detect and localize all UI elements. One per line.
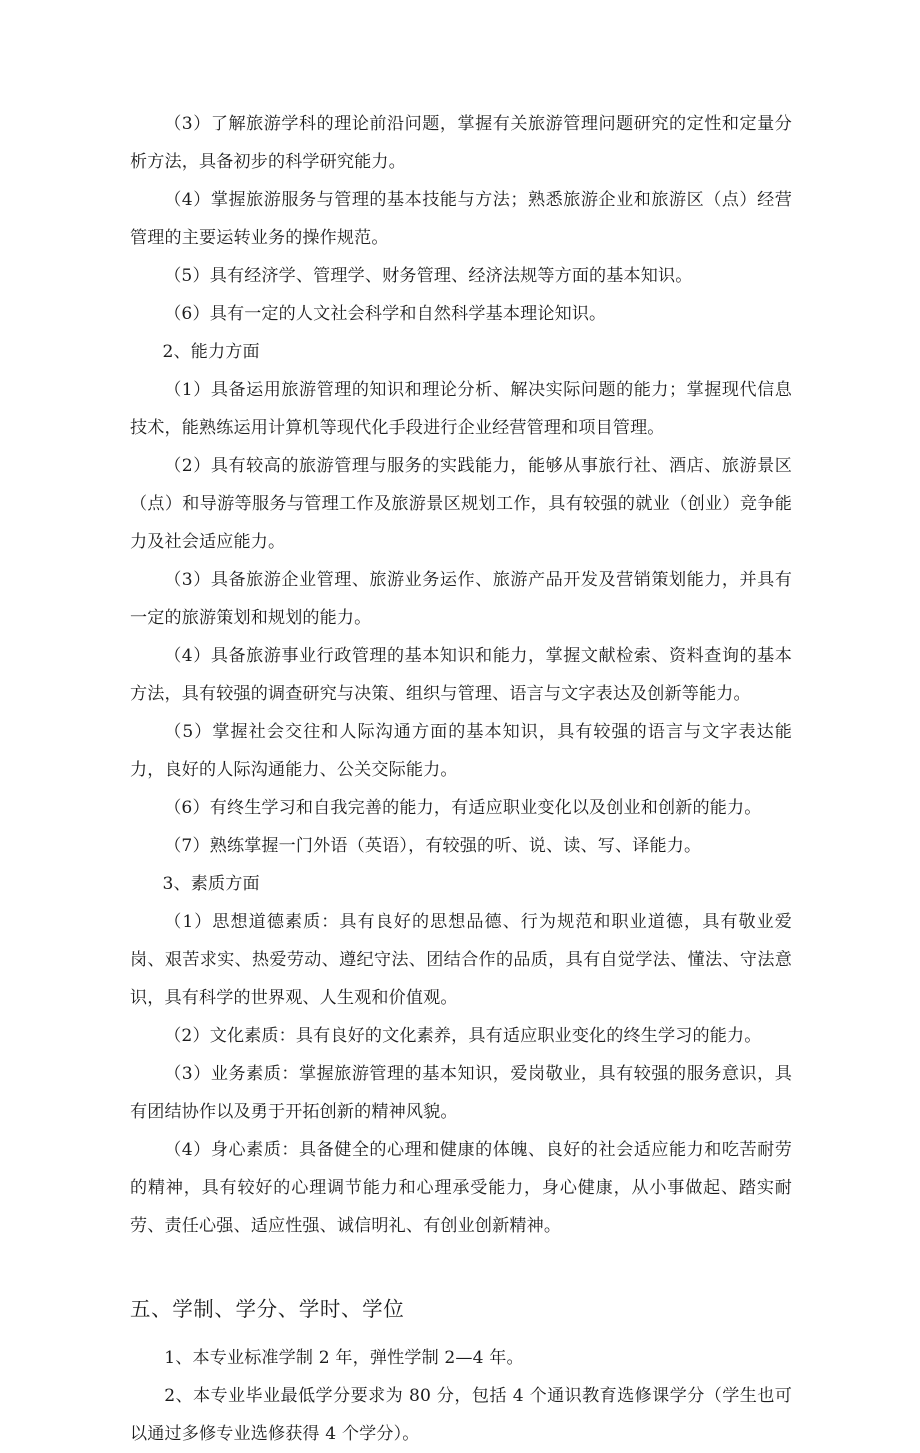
paragraph-knowledge-5: （5）具有经济学、管理学、财务管理、经济法规等方面的基本知识。 <box>164 266 693 286</box>
paragraph-quality-2: （2）文化素质：具有良好的文化素养，具有适应职业变化的终生学习的能力。 <box>164 1026 762 1046</box>
paragraph-ability-3: （3）具备旅游企业管理、旅游业务运作、旅游产品开发及营销策划能力，并具有一定的旅游策划和规划的能力。 <box>130 570 792 628</box>
paragraph-knowledge-4: （4）掌握旅游服务与管理的基本技能与方法；熟悉旅游企业和旅游区（点）经营管理的主要运转业务的操作规范。 <box>130 190 792 248</box>
paragraph-knowledge-3: （3）了解旅游学科的理论前沿问题，掌握有关旅游管理问题研究的定性和定量分析方法，具备初步的科学研究能力。 <box>130 114 792 172</box>
subheading-quality: 3、素质方面 <box>162 874 260 894</box>
paragraph-knowledge-6: （6）具有一定的人文社会科学和自然科学基本理论知识。 <box>164 304 607 324</box>
paragraph-quality-4: （4）身心素质：具备健全的心理和健康的体魄、良好的社会适应能力和吃苦耐劳的精神，具有较好的心理调节能力和心理承受能力，身心健康，从小事做起、踏实耐劳、责任心强、适应性强、诚信明礼、有创业创新精神。 <box>130 1140 792 1236</box>
paragraph-quality-1: （1）思想道德素质：具有良好的思想品德、行为规范和职业道德，具有敬业爱岗、艰苦求实、热爱劳动、遵纪守法、团结合作的品质，具有自觉学法、懂法、守法意识，具有科学的世界观、人生观和价值观。 <box>130 912 792 1008</box>
paragraph-ability-4: （4）具备旅游事业行政管理的基本知识和能力，掌握文献检索、资料查询的基本方法，具有较强的调查研究与决策、组织与管理、语言与文字表达及创新等能力。 <box>130 646 792 704</box>
section-spacer <box>130 1245 792 1289</box>
document-body <box>130 105 792 1453</box>
paragraph-system-1: 1、本专业标准学制 2 年，弹性学制 2—4 年。 <box>164 1348 524 1368</box>
heading-spacer <box>130 1329 792 1339</box>
section-heading-five: 五、学制、学分、学时、学位 <box>130 1297 405 1321</box>
subheading-ability: 2、能力方面 <box>162 342 260 362</box>
paragraph-quality-3: （3）业务素质：掌握旅游管理的基本知识，爱岗敬业，具有较强的服务意识，具有团结协作以及勇于开拓创新的精神风貌。 <box>130 1064 792 1122</box>
paragraph-ability-5: （5）掌握社会交往和人际沟通方面的基本知识，具有较强的语言与文字表达能力，良好的人际沟通能力、公关交际能力。 <box>130 722 792 780</box>
paragraph-ability-6: （6）有终生学习和自我完善的能力，有适应职业变化以及创业和创新的能力。 <box>164 798 762 818</box>
paragraph-ability-2: （2）具有较高的旅游管理与服务的实践能力，能够从事旅行社、酒店、旅游景区（点）和导游等服务与管理工作及旅游景区规划工作，具有较强的就业（创业）竞争能力及社会适应能力。 <box>130 456 792 552</box>
paragraph-ability-1: （1）具备运用旅游管理的知识和理论分析、解决实际问题的能力；掌握现代信息技术，能熟练运用计算机等现代化手段进行企业经营管理和项目管理。 <box>130 380 792 438</box>
paragraph-ability-7: （7）熟练掌握一门外语（英语），有较强的听、说、读、写、译能力。 <box>164 836 702 856</box>
paragraph-system-2: 2、本专业毕业最低学分要求为 80 分，包括 4 个通识教育选修课学分（学生也可以通过多修专业选修获得 4 个学分）。 <box>130 1386 792 1444</box>
